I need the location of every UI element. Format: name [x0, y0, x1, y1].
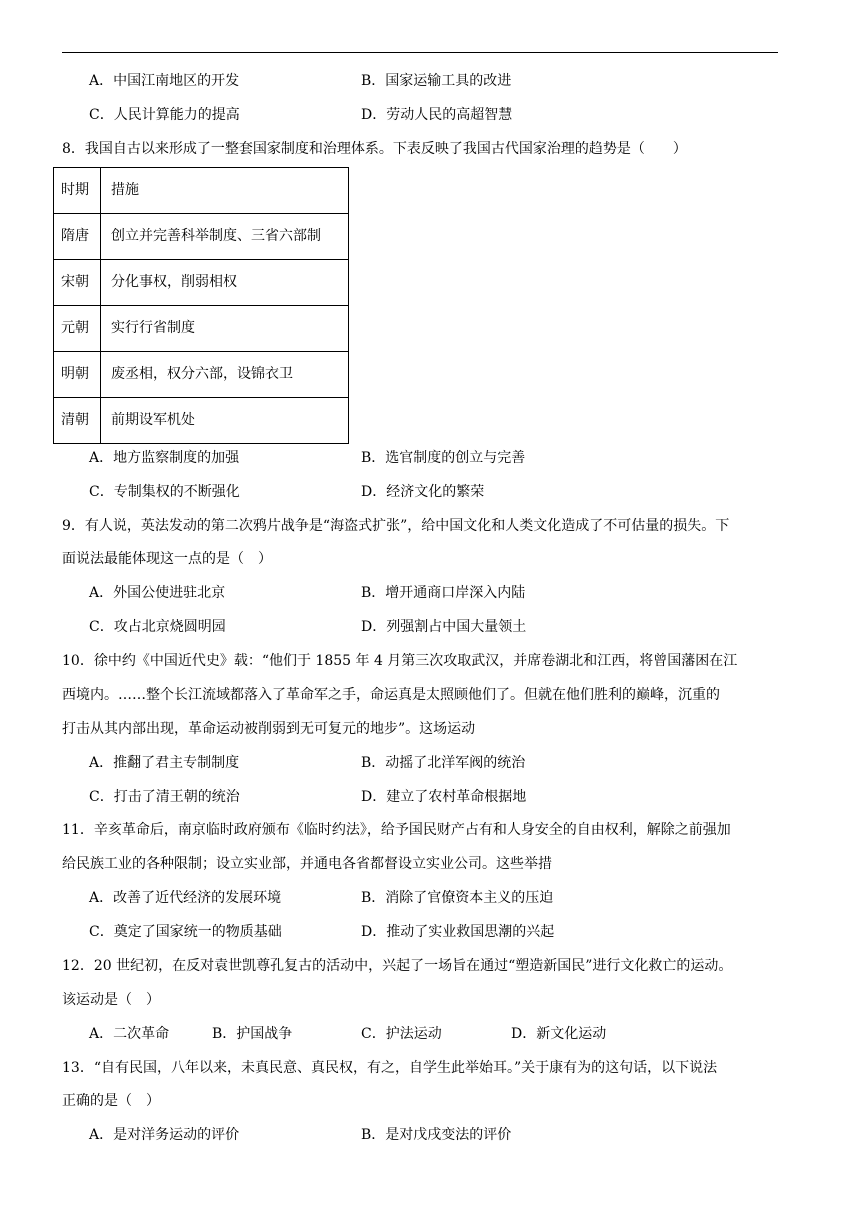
q10-option-a: A．推翻了君主专制制度	[89, 755, 240, 771]
table-row	[54, 214, 349, 260]
table-cell-period: 宋朝	[54, 260, 101, 306]
q9-option-b: B．增开通商口岸深入内陆	[361, 585, 526, 601]
q11-option-c: C．奠定了国家统一的物质基础	[89, 924, 282, 940]
q13-stem-line-1: 13．“自有民国，八年以来，未真民意、真民权，有之，自学生此举始耳。”关于康有为的这句话，以下说法	[62, 1060, 718, 1076]
table-cell-period: 清朝	[54, 398, 101, 444]
q8-option-b: B．选官制度的创立与完善	[361, 450, 526, 466]
table-cell-measure: 创立并完善科举制度、三省六部制	[101, 214, 349, 260]
table-cell-period: 隋唐	[54, 214, 101, 260]
q10-stem-line-3: 打击从其内部出现，革命运动被削弱到无可复元的地步”。这场运动	[62, 721, 476, 737]
q13-option-a: A．是对洋务运动的评价	[89, 1127, 240, 1143]
table-cell-measure: 废丞相，权分六部，设锦衣卫	[101, 352, 349, 398]
header-rule	[62, 52, 778, 53]
q9-option-a: A．外国公使进驻北京	[89, 585, 226, 601]
q10-option-d: D．建立了农村革命根据地	[361, 789, 527, 805]
q12-option-d: D．新文化运动	[511, 1026, 607, 1042]
q9-stem-line-2: 面说法最能体现这一点的是（ ）	[62, 551, 272, 567]
q11-stem-line-1: 11．辛亥革命后，南京临时政府颁布《临时约法》，给予国民财产占有和人身安全的自由权利，解除之前强加	[62, 822, 731, 838]
q12-stem-line-2: 该运动是（ ）	[62, 992, 160, 1008]
q9-option-c: C．攻占北京烧圆明园	[89, 619, 226, 635]
table-cell-period: 元朝	[54, 306, 101, 352]
table-row	[54, 398, 349, 444]
table-header-measures: 措施	[101, 168, 349, 214]
table-header-period: 时期	[54, 168, 101, 214]
q8-option-d: D．经济文化的繁荣	[361, 484, 485, 500]
table-row	[54, 260, 349, 306]
q11-stem-line-2: 给民族工业的各种限制；设立实业部，并通电各省都督设立实业公司。这些举措	[62, 856, 552, 872]
q8-option-a: A．地方监察制度的加强	[89, 450, 240, 466]
q12-stem-line-1: 12．20 世纪初，在反对袁世凯尊孔复古的活动中，兴起了一场旨在通过“塑造新国民”进行文化救亡的运动。	[62, 958, 733, 974]
q7-option-b: B．国家运输工具的改进	[361, 73, 512, 89]
table-cell-period: 明朝	[54, 352, 101, 398]
table-row	[54, 352, 349, 398]
q8-option-c: C．专制集权的不断强化	[89, 484, 240, 500]
q12-option-a: A．二次革命	[89, 1026, 170, 1042]
q10-stem-line-1: 10．徐中约《中国近代史》载：“他们于 1855 年 4 月第三次攻取武汉，并席卷湖北和江西，将曾国藩困在江	[62, 653, 738, 669]
q13-option-b: B．是对戊戌变法的评价	[361, 1127, 512, 1143]
table-row	[54, 306, 349, 352]
q9-option-d: D．列强割占中国大量领土	[361, 619, 527, 635]
q12-option-b: B．护国战争	[212, 1026, 293, 1042]
q7-option-d: D．劳动人民的高超智慧	[361, 107, 513, 123]
q11-option-a: A．改善了近代经济的发展环境	[89, 890, 282, 906]
table-header-row	[54, 168, 349, 214]
q8-stem: 8．我国自古以来形成了一整套国家制度和治理体系。下表反映了我国古代国家治理的趋势是（ ）	[62, 141, 687, 157]
q10-stem-line-2: 西境内。……整个长江流域都落入了革命军之手，命运真是太照顾他们了。但就在他们胜利的巅峰，沉重的	[62, 687, 720, 703]
table-cell-measure: 前期设军机处	[101, 398, 349, 444]
q9-stem-line-1: 9．有人说，英法发动的第二次鸦片战争是“海盗式扩张”，给中国文化和人类文化造成了不可估量的损失。下	[62, 518, 730, 534]
q10-option-b: B．动摇了北洋军阀的统治	[361, 755, 526, 771]
table-cell-measure: 分化事权，削弱相权	[101, 260, 349, 306]
q11-option-b: B．消除了官僚资本主义的压迫	[361, 890, 554, 906]
q7-option-c: C．人民计算能力的提高	[89, 107, 240, 123]
q12-option-c: C．护法运动	[361, 1026, 442, 1042]
q11-option-d: D．推动了实业救国思潮的兴起	[361, 924, 555, 940]
q10-option-c: C．打击了清王朝的统治	[89, 789, 240, 805]
table-cell-measure: 实行行省制度	[101, 306, 349, 352]
q7-option-a: A．中国江南地区的开发	[89, 73, 240, 89]
q8-measures-table	[53, 167, 349, 444]
q13-stem-line-2: 正确的是（ ）	[62, 1093, 160, 1109]
